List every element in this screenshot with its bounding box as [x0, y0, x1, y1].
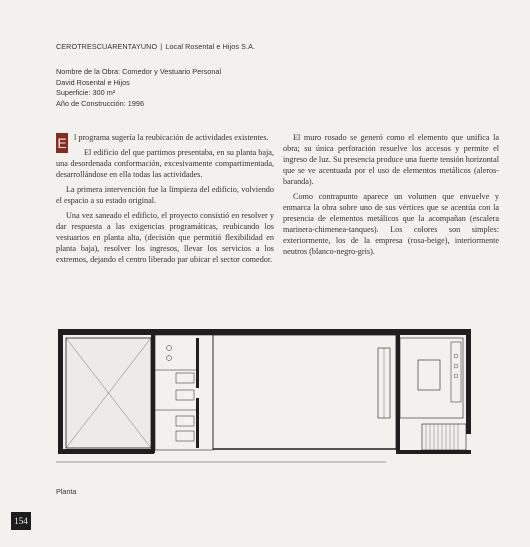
paragraph: El edificio del que partimos presentaba, en su planta baja, una desordenada conformación, excesivamente compartimentada, desarrollándose en ella todas las actividades. — [56, 148, 274, 179]
drawing-caption: Planta — [56, 487, 77, 496]
meta-obra: Nombre de la Obra: Comedor y Vestuario Personal — [56, 67, 222, 76]
paragraph: El muro rosado se generó como el elemento que unifica la obra; su única perforación resuelve los accesos y permite el ingreso de luz. Su presencia produce una fuerte tensión horizontal que se ve acentuada por el uso de elementos metálicos (aleros-baranda). — [283, 133, 499, 186]
drop-cap: E — [57, 135, 67, 151]
paragraph: Como contrapunto aparece un volumen que envuelve y enmarca la obra sobre uno de sus vértices que se acentúa con la presencia de elementos metálicos que la acompañan (escalera marinera-chimenea-tanques). Los colores son simples: exteriormente, los de la empresa (rosa-beige), interiormente neutros (blanco-negro-gris). — [283, 192, 499, 256]
firm-name: CEROTRESCUARENTAYUNO — [56, 42, 158, 51]
project-meta — [56, 67, 221, 109]
page-number: 154 — [11, 512, 31, 530]
paragraph: La primera intervención fue la limpieza del edificio, volviendo el espacio a su estado original. — [56, 185, 274, 205]
paragraph: E l programa sugería la reubicación de actividades existentes. — [57, 133, 269, 151]
header-separator: | — [160, 42, 163, 51]
text-column-right — [283, 132, 499, 257]
floor-plan-drawing — [56, 328, 476, 468]
meta-anio: Año de Construcción: 1996 — [56, 98, 145, 108]
meta-cliente: David Rosental e Hijos — [56, 77, 130, 87]
meta-superficie: Superficie: 300 m² — [56, 88, 116, 98]
paragraph: Una vez saneado el edificio, el proyecto consistió en resolver y dar respuesta a las exigencias programáticas, reubicando los vestuarios en planta alta, (decisión que permitió flexibilidad en planta baja), resolver los ingresos, llevar los servicios a los extremos, dejando el centro liberado par ubicar el sector comedor. — [56, 211, 274, 264]
text-column-left — [56, 132, 274, 265]
client-name: Local Rosental e Hijos S.A. — [165, 42, 256, 51]
running-header — [56, 42, 255, 51]
